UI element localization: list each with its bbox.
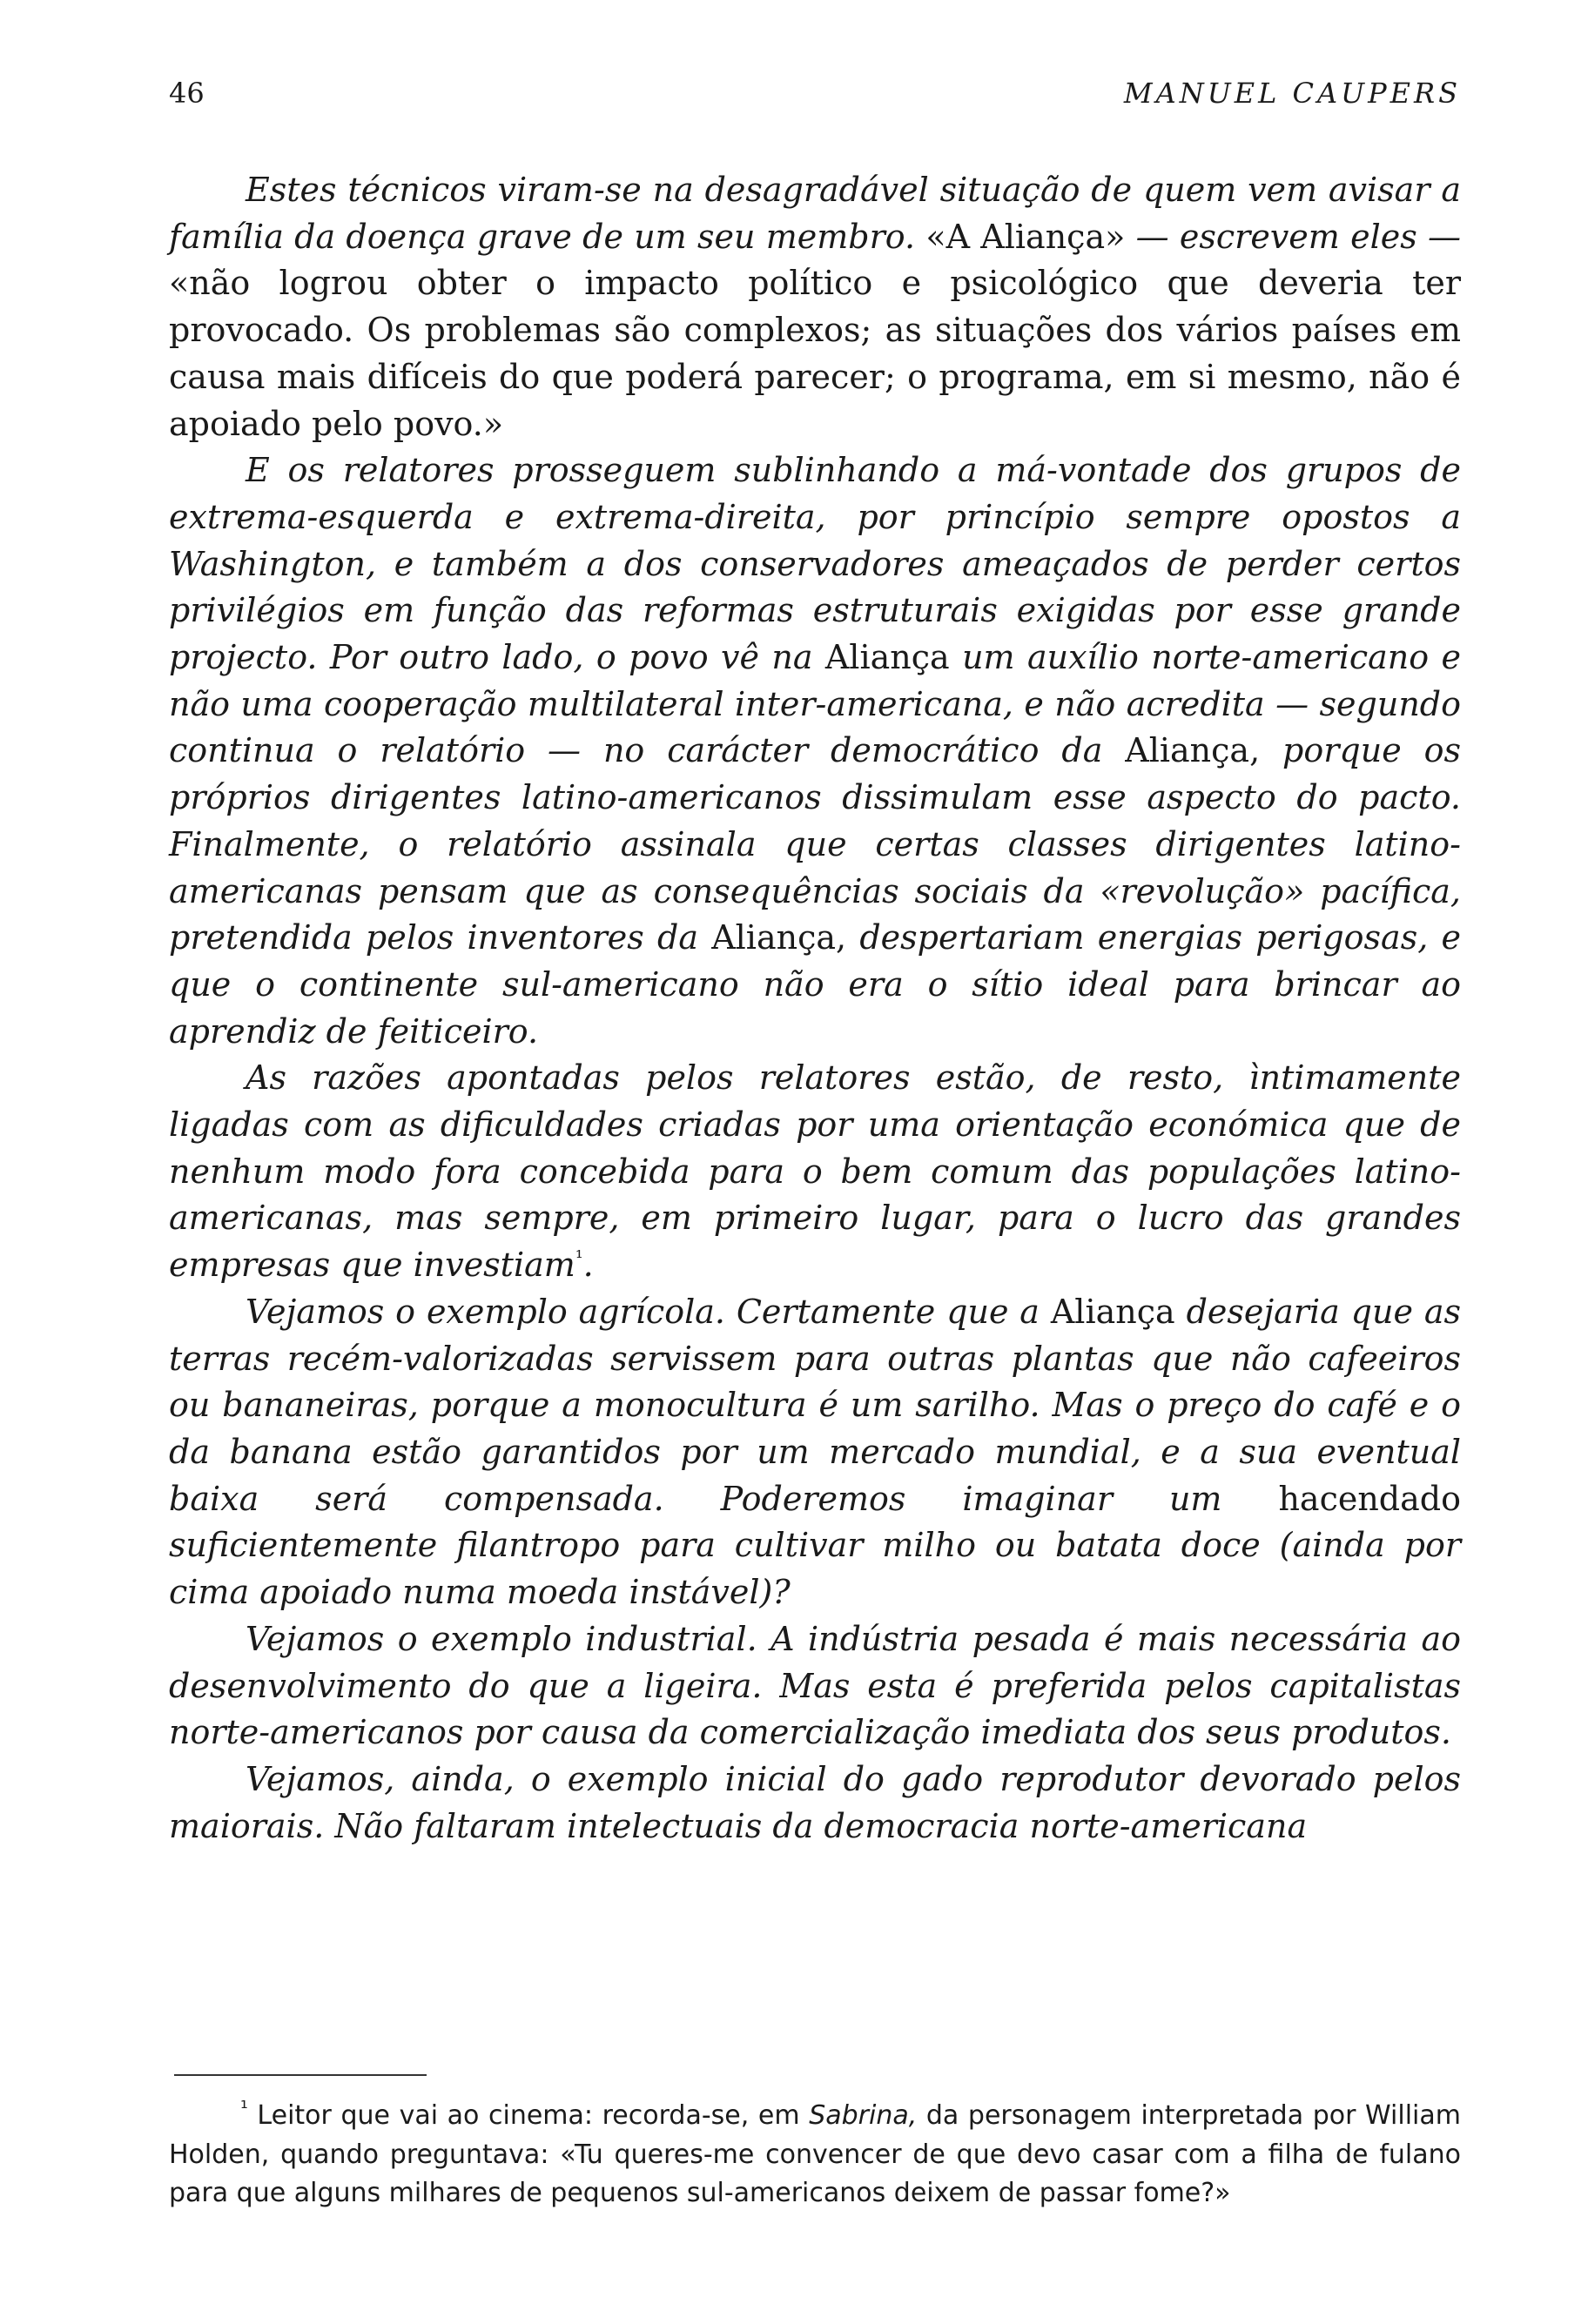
text-segment: — escrevem eles —	[1135, 217, 1461, 256]
footnote	[169, 2097, 1461, 2213]
text-segment: um auxílio norte-americano e não uma cooperação multilateral inter-americana, e não acredita — segundo continua o relatório — no carácter democrático da	[169, 638, 1461, 770]
paragraph	[169, 447, 1461, 1055]
footnote-marker: ¹	[240, 2098, 248, 2119]
text-segment: Aliança,	[1125, 731, 1261, 770]
text-segment: Aliança,	[711, 918, 847, 957]
text-segment: «A Aliança»	[925, 217, 1136, 256]
text-segment: hacendado	[1278, 1479, 1461, 1518]
paragraph	[169, 167, 1461, 447]
page-number: 46	[169, 77, 205, 110]
text-segment: da personagem interpretada por William Holden, quando preguntava: «Tu queres-me convencer de que devo casar com a filha de fulano para que alguns milhares de pequenos sul-americanos deixem de passar fome?»	[169, 2100, 1461, 2208]
text-segment: Aliança	[1050, 1292, 1175, 1331]
text-segment: .	[582, 1246, 594, 1285]
text-segment: Vejamos o exemplo industrial. A indústria pesada é mais necessária ao desenvolvimento do que a ligeira. Mas esta é preferida pelos capitalistas norte-americanos por causa da comercialização imediata dos seus produtos.	[169, 1619, 1461, 1752]
running-title: MANUEL CAUPERS	[1123, 77, 1461, 110]
footnotes	[169, 2097, 1461, 2213]
paragraph	[169, 1289, 1461, 1616]
footnote-rule	[174, 2074, 427, 2076]
text-segment: As razões apontadas pelos relatores estão, de resto, ìntimamente ligadas com as dificuldades criadas por uma orientação económica que de nenhum modo fora concebida para o bem comum das populações latino-americanas, mas sempre, em primeiro lugar, para o lucro das grandes empresas que investiam	[169, 1058, 1461, 1285]
text-segment: Estes técnicos viram-se na desagradável situação de quem vem avisar a família da doença grave de um seu membro.	[169, 171, 1461, 256]
text-segment: suficientemente filantropo para cultivar milho ou batata doce (ainda por cima apoiado numa moeda instável)?	[169, 1526, 1461, 1612]
paragraph	[169, 1616, 1461, 1756]
text-segment: desejaria que as terras recém-valorizadas servissem para outras plantas que não cafeeiros ou bananeiras, porque a monocultura é um sarilho. Mas o preço do café e o da banana estão garantidos por um mercado mundial, e a sua eventual baixa será compensada. Poderemos imaginar um	[169, 1292, 1461, 1518]
text-segment: «não logrou obter o impacto político e psicológico que deveria ter provocado. Os problemas são complexos; as situações dos vários países em causa mais difíceis do que poderá parecer; o programa, em si mesmo, não é apoiado pelo povo.»	[169, 264, 1461, 443]
text-segment: Sabrina,	[809, 2100, 918, 2131]
running-head	[169, 71, 1461, 115]
text-segment: Vejamos o exemplo agrícola. Certamente que a	[246, 1292, 1051, 1331]
text-segment: despertariam energias perigosas, e que o continente sul-americano não era o sítio ideal para brincar ao aprendiz de feiticeiro.	[169, 918, 1461, 1051]
text-segment: Leitor que vai ao cinema: recorda-se, em	[247, 2100, 810, 2131]
paragraph	[169, 1756, 1461, 1850]
text-segment: Vejamos, ainda, o exemplo inicial do gado reprodutor devorado pelos maiorais. Não faltaram intelectuais da democracia norte-americana	[169, 1759, 1461, 1845]
text-segment: Aliança	[824, 638, 950, 677]
text-segment: porque os próprios dirigentes latino-americanos dissimulam esse aspecto do pacto. Finalmente, o relatório assinala que certas classes dirigentes latino-americanas pensam que as consequências sociais da «revolução» pacífica, pretendida pelos inventores da	[169, 731, 1461, 957]
footnote-marker: ¹	[575, 1247, 583, 1270]
paragraph	[169, 1055, 1461, 1289]
body-text	[169, 167, 1461, 1850]
text-segment: E os relatores prosseguem sublinhando a má-vontade dos grupos de extrema-esquerda e extrema-direita, por princípio sempre opostos a Washington, e também a dos conservadores ameaçados de perder certos privilégios em função das reformas estruturais exigidas por esse grande projecto. Por outro lado, o povo vê na	[169, 451, 1461, 677]
